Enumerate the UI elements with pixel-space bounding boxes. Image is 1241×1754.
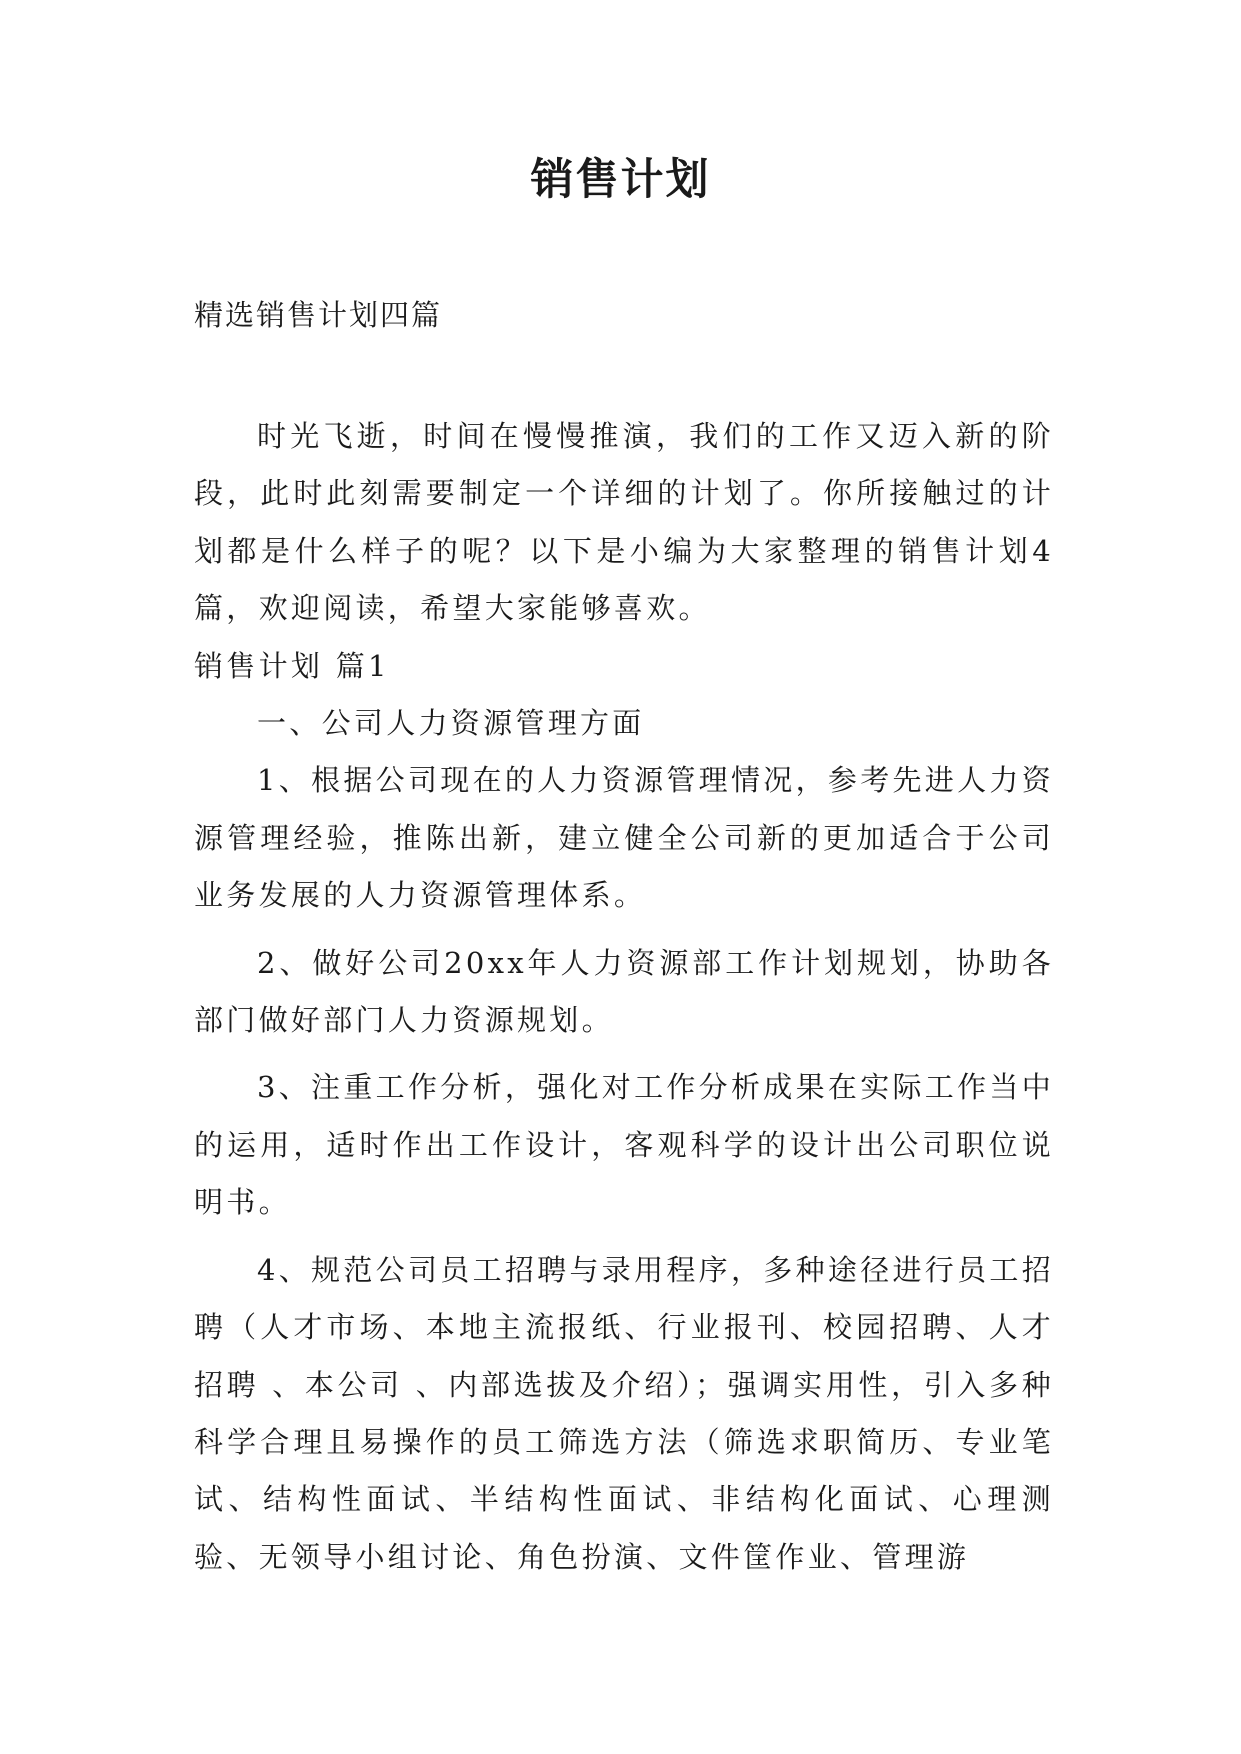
intro-paragraph: 时光飞逝，时间在慢慢推演，我们的工作又迈入新的阶段，此时此刻需要制定一个详细的计划了。你所接触过的计划都是什么样子的呢？以下是小编为大家整理的销售计划4篇，欢迎阅读，希望大家能够喜欢。 bbox=[194, 419, 1054, 626]
document-subtitle: 精选销售计划四篇 bbox=[194, 298, 443, 332]
list-item-4: 4、规范公司员工招聘与录用程序，多种途径进行员工招聘（人才市场、本地主流报纸、行业报刊、校园招聘、人才招聘 、本公司 、内部选拔及介绍）；强调实用性，引入多种科学合理且易操作的员工筛选方法（筛选求职简历、专业笔试、结构性面试、半结构性面试、非结构化面试、心理测验、无领导小组讨论、角色扮演、文件筐作业、管理游 bbox=[194, 1252, 1054, 1574]
list-item-3: 3、注重工作分析，强化对工作分析成果在实际工作当中的运用，适时作出工作设计，客观科学的设计出公司职位说明书。 bbox=[194, 1070, 1054, 1220]
item-heading: 一、公司人力资源管理方面 bbox=[257, 706, 645, 741]
section-heading: 销售计划 篇1 bbox=[194, 648, 390, 683]
document-title: 销售计划 bbox=[530, 155, 711, 205]
list-item-1: 1、根据公司现在的人力资源管理情况，参考先进人力资源管理经验，推陈出新，建立健全公司新的更加适合于公司业务发展的人力资源管理体系。 bbox=[194, 763, 1054, 913]
list-item-2: 2、做好公司20xx年人力资源部工作计划规划，协助各部门做好部门人力资源规划。 bbox=[194, 945, 1054, 1038]
document-body bbox=[194, 408, 1054, 1586]
